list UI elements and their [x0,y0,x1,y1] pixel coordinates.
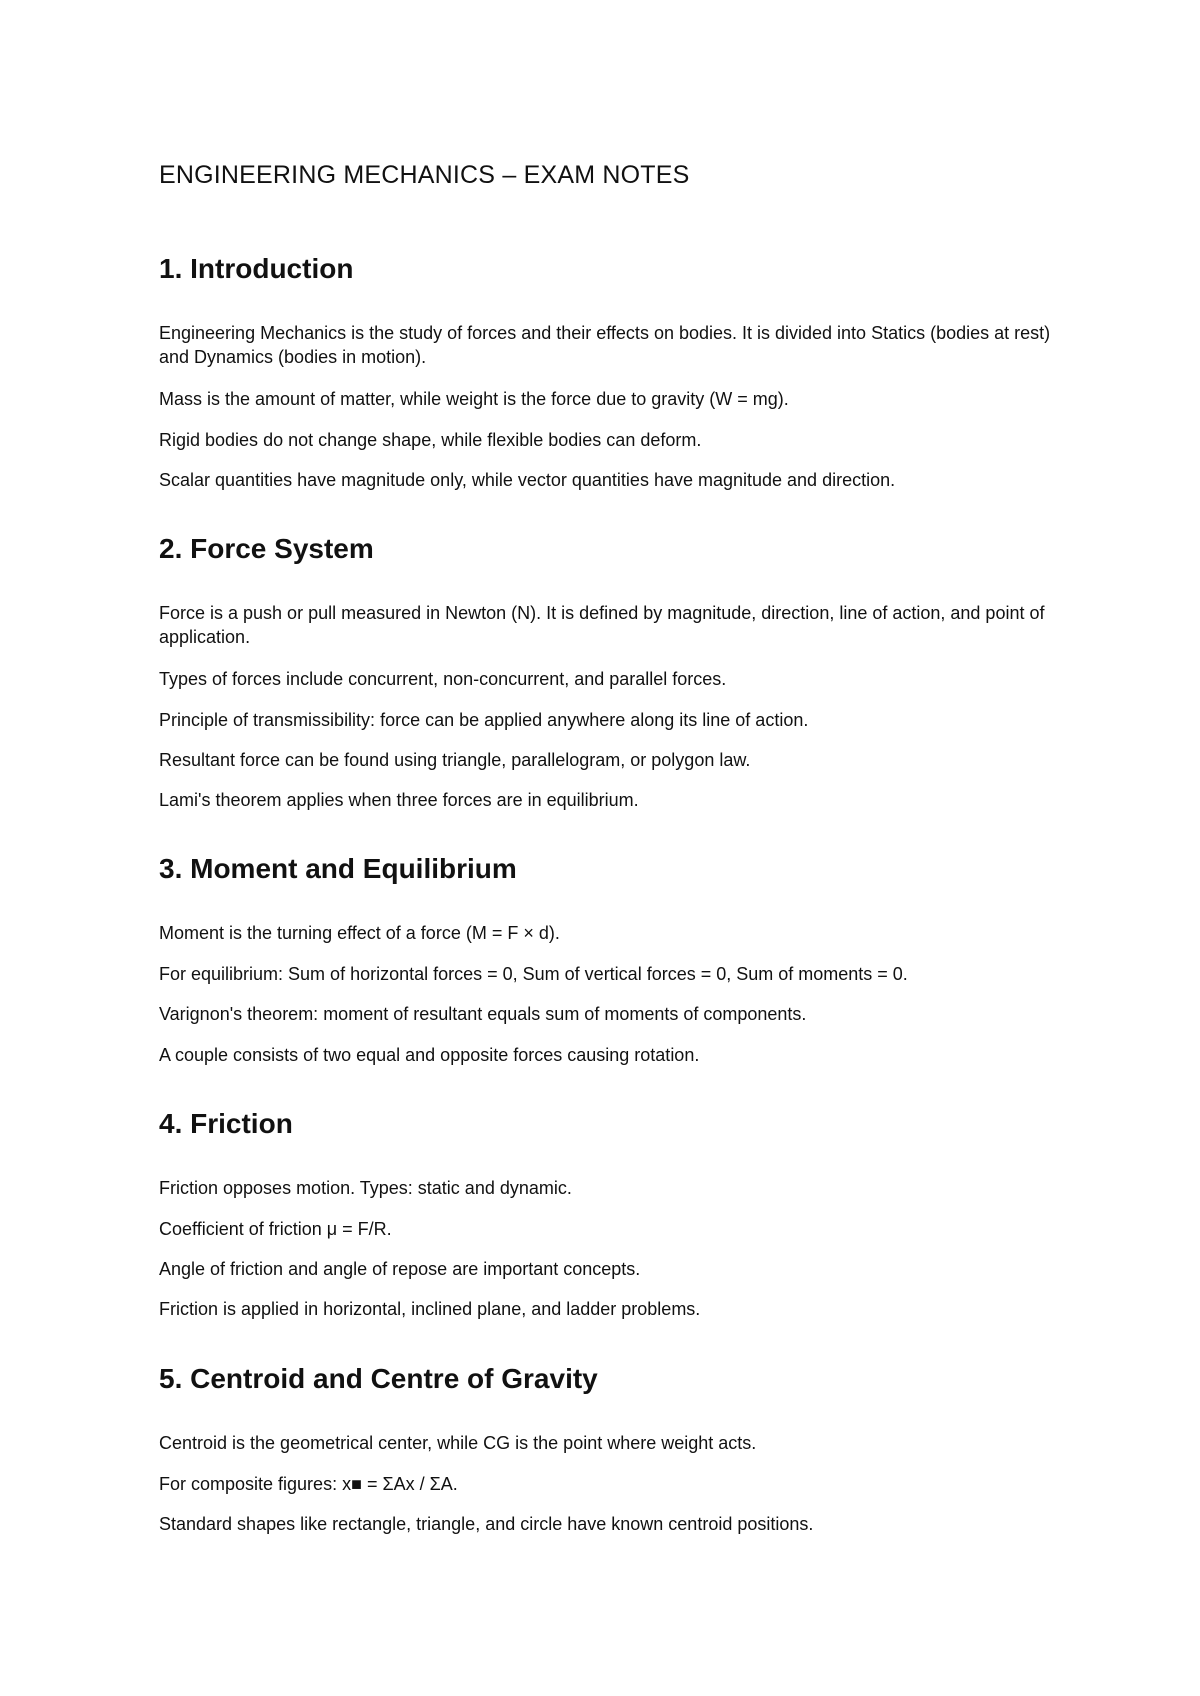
paragraph: Friction is applied in horizontal, inclined plane, and ladder problems. [159,1299,701,1319]
paragraph: Resultant force can be found using triangle, parallelogram, or polygon law. [159,750,751,770]
paragraph: Mass is the amount of matter, while weight is the force due to gravity (W = mg). [159,389,789,409]
paragraph: For composite figures: x■ = ΣAx / ΣA. [159,1474,458,1494]
paragraph: Engineering Mechanics is the study of forces and their effects on bodies. It is divided into Statics (bodies at rest) and Dynamics (bodies in motion). [159,323,1051,367]
section-heading-moment-and-equilibrium: 3. Moment and Equilibrium [159,853,517,884]
section-heading-friction: 4. Friction [159,1108,293,1139]
paragraph: Rigid bodies do not change shape, while flexible bodies can deform. [159,430,702,450]
section-heading-force-system: 2. Force System [159,533,374,564]
paragraph: Force is a push or pull measured in Newton (N). It is defined by magnitude, direction, line of action, and point of application. [159,603,1045,647]
section-heading-centroid-and-centre-of-gravity: 5. Centroid and Centre of Gravity [159,1363,598,1394]
paragraph: Centroid is the geometrical center, while CG is the point where weight acts. [159,1433,757,1453]
paragraph: Scalar quantities have magnitude only, while vector quantities have magnitude and direction. [159,470,896,490]
paragraph: Varignon's theorem: moment of resultant equals sum of moments of components. [159,1004,807,1024]
paragraph: Types of forces include concurrent, non-concurrent, and parallel forces. [159,669,727,689]
paragraph: For equilibrium: Sum of horizontal forces = 0, Sum of vertical forces = 0, Sum of moments = 0. [159,964,908,984]
document-title: ENGINEERING MECHANICS – EXAM NOTES [159,161,690,189]
paragraph: A couple consists of two equal and opposite forces causing rotation. [159,1045,700,1065]
paragraph: Principle of transmissibility: force can be applied anywhere along its line of action. [159,710,809,730]
paragraph: Coefficient of friction μ = F/R. [159,1219,392,1239]
paragraph: Moment is the turning effect of a force (M = F × d). [159,923,560,943]
paragraph: Angle of friction and angle of repose are important concepts. [159,1259,641,1279]
section-heading-introduction: 1. Introduction [159,253,354,284]
paragraph: Standard shapes like rectangle, triangle, and circle have known centroid positions. [159,1514,814,1534]
paragraph: Friction opposes motion. Types: static and dynamic. [159,1178,572,1198]
paragraph: Lami's theorem applies when three forces are in equilibrium. [159,790,639,810]
